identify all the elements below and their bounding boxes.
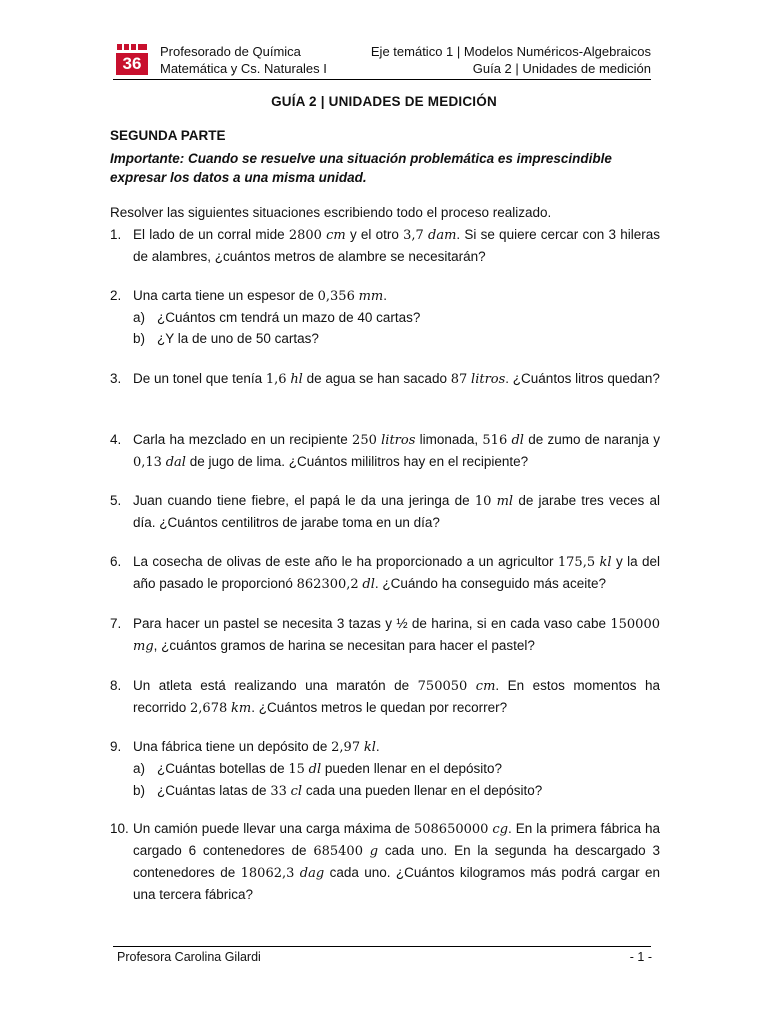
sub-question [133,307,660,328]
quantity-value: 750050 [417,679,468,694]
unit-symbol: dam [428,228,457,243]
footer-author: Profesora Carolina Gilardi [117,950,261,964]
unit-symbol: dag [299,866,325,881]
page-header [113,40,651,80]
quantity-value: 33 [270,784,287,799]
unit-symbol: cm [326,228,346,243]
text-fragment: pueden llenar en el depósito? [321,761,503,776]
text-fragment: Una carta tiene un espesor de [133,288,318,303]
question-item [110,675,660,719]
sub-question-letter: b) [133,331,146,346]
text-fragment: Carla ha mezclado en un recipiente [133,432,353,447]
question-item [110,429,660,473]
question-number: 3. [110,371,122,386]
text-fragment: limonada, [415,432,483,447]
unit-symbol: litros [471,372,506,387]
quantity-value: 0,13 [133,455,162,470]
quantity-value: 2800 [288,228,322,243]
unit-symbol: ml [496,494,514,509]
logo-number: 36 [116,53,148,75]
question-text [133,818,660,905]
header-left [160,43,327,77]
subject-name: Matemática y Cs. Naturales I [160,61,327,76]
sub-question-text [157,758,660,780]
text-fragment: La cosecha de olivas de este año le ha proporcionado a un agricultor [133,554,558,569]
text-fragment: Un camión puede llevar una carga máxima de [133,821,414,836]
guide-name: Guía 2 | Unidades de medición [472,61,651,76]
text-fragment: El lado de un corral mide [133,227,289,242]
question-item [110,368,660,390]
unit-symbol: cg [492,822,509,837]
sub-question-letter: a) [133,310,146,325]
quantity-value: 1,6 [265,372,287,387]
question-item [110,224,660,267]
text-fragment: . En la primera fábrica ha cargado 6 contenedores de [133,821,660,858]
text-fragment: . [383,288,388,303]
text-fragment: De un tonel que tenía [133,371,266,386]
question-text [133,368,660,390]
text-fragment: de jugo de lima. ¿Cuántos mililitros hay en el recipiente? [185,454,529,469]
question-number: 8. [110,678,122,693]
page-title: GUÍA 2 | UNIDADES DE MEDICIÓN [271,94,497,109]
quantity-value: 87 [450,372,468,387]
sub-question [133,780,660,802]
question-number: 10. [110,821,129,836]
sub-question-text: ¿Cuántos cm tendrá un mazo de 40 cartas? [157,310,421,325]
text-fragment: . [375,739,380,754]
text-fragment [363,843,370,858]
text-fragment: . Si se quiere cercar con 3 hileras de alambres, ¿cuántos metros de alambre se necesitarán? [133,227,660,264]
sub-question-text [157,780,660,802]
text-fragment: ¿Cuántas botellas de [157,761,289,776]
instructions: Resolver las siguientes situaciones escribiendo todo el proceso realizado. [110,205,552,220]
sub-question-letter: a) [133,761,146,776]
quantity-value: 516 [482,433,508,448]
unit-symbol: cl [290,784,303,799]
question-text [133,551,660,595]
question-text [133,285,660,307]
sub-question-letter: b) [133,783,146,798]
text-fragment: . ¿Cuántos metros le quedan por recorrer? [251,700,508,715]
quantity-value: 18062,3 [240,866,295,881]
question-number: 4. [110,432,122,447]
page-number: - 1 - [629,950,652,964]
quantity-value: 2,97 [331,740,361,755]
unit-symbol: hl [290,372,303,387]
unit-symbol: cm [475,679,496,694]
question-text [133,429,660,473]
unit-symbol: kl [363,740,376,755]
text-fragment: de jarabe tres veces al día. ¿Cuántos centilitros de jarabe toma en un día? [133,493,660,530]
unit-symbol: dl [308,762,322,777]
unit-symbol: g [369,844,379,859]
question-text [133,224,660,267]
question-text [133,675,660,719]
sub-question [133,758,660,780]
text-fragment: de zumo de naranja y [523,432,660,447]
question-text [133,490,660,533]
quantity-value: 508650000 [413,822,489,837]
text-fragment: . ¿Cuántos litros quedan? [505,371,660,386]
course-name: Profesorado de Química [160,44,301,59]
question-number: 2. [110,288,122,303]
question-number: 6. [110,554,122,569]
question-number: 9. [110,739,122,754]
text-fragment: cada una pueden llenar en el depósito? [302,783,543,798]
unit-symbol: litros [381,433,416,448]
question-item [110,490,660,533]
thematic-axis: Eje temático 1 | Modelos Numéricos-Algebraicos [370,44,651,59]
question-item [110,613,660,657]
quantity-value: 10 [474,494,492,509]
question-item [110,818,660,905]
text-fragment: Para hacer un pastel se necesita 3 tazas y ½ de harina, si en cada vaso cabe [133,616,611,631]
quantity-value: 862300,2 [296,577,359,592]
text-fragment: de agua se han sacado [302,371,451,386]
unit-symbol: mg [133,639,154,654]
question-number: 1. [110,227,122,242]
text-fragment: Un atleta está realizando una maratón de [133,678,418,693]
text-fragment: . ¿Cuándo ha conseguido más aceite? [374,576,607,591]
important-note: Importante: Cuando se resuelve una situación problemática es imprescindible expresar los datos a una misma unidad. [110,151,612,185]
question-number: 5. [110,493,122,508]
text-fragment: Una fábrica tiene un depósito de [133,739,332,754]
sub-question [133,328,660,349]
question-text [133,736,660,758]
unit-symbol: kl [599,555,612,570]
quantity-value: 3,7 [403,228,424,243]
unit-symbol: dl [511,433,524,448]
unit-symbol: km [231,701,252,716]
text-fragment: cada uno. ¿Cuántos kilogramos más podrá cargar en una tercera fábrica? [133,865,660,902]
text-fragment: cada uno. En la segunda ha descargado 3 contenedores de [133,843,660,880]
footer-rule [113,946,651,947]
text-fragment: y el otro [345,227,404,242]
quantity-value: 250 [352,433,377,448]
quantity-value: 685400 [313,844,363,859]
section-heading: SEGUNDA PARTE [110,128,226,143]
quantity-value: 150000 [610,617,660,632]
quantity-value: 15 [288,762,305,777]
header-right [371,43,651,77]
quantity-value: 0,356 [317,289,355,304]
question-item [110,285,660,349]
unit-symbol: dl [362,577,375,592]
sub-question-text: ¿Y la de uno de 50 cartas? [157,331,319,346]
quantity-value: 2,678 [190,701,228,716]
text-fragment: ¿Cuántas latas de [157,783,271,798]
text-fragment: . En estos momentos ha recorrido [133,678,660,715]
quantity-value: 175,5 [557,555,596,570]
question-number: 7. [110,616,122,631]
school-logo [116,42,148,75]
header-rule [113,79,651,80]
text-fragment [467,678,476,693]
unit-symbol: dal [165,455,186,470]
question-item [110,551,660,595]
unit-symbol: mm [358,289,384,304]
text-fragment: Juan cuando tiene fiebre, el papá le da una jeringa de [133,493,475,508]
text-fragment: , ¿cuántos gramos de harina se necesitan para hacer el pastel? [153,638,535,653]
question-item [110,736,660,802]
question-text [133,613,660,657]
text-fragment: y la del año pasado le proporcionó [133,554,660,591]
